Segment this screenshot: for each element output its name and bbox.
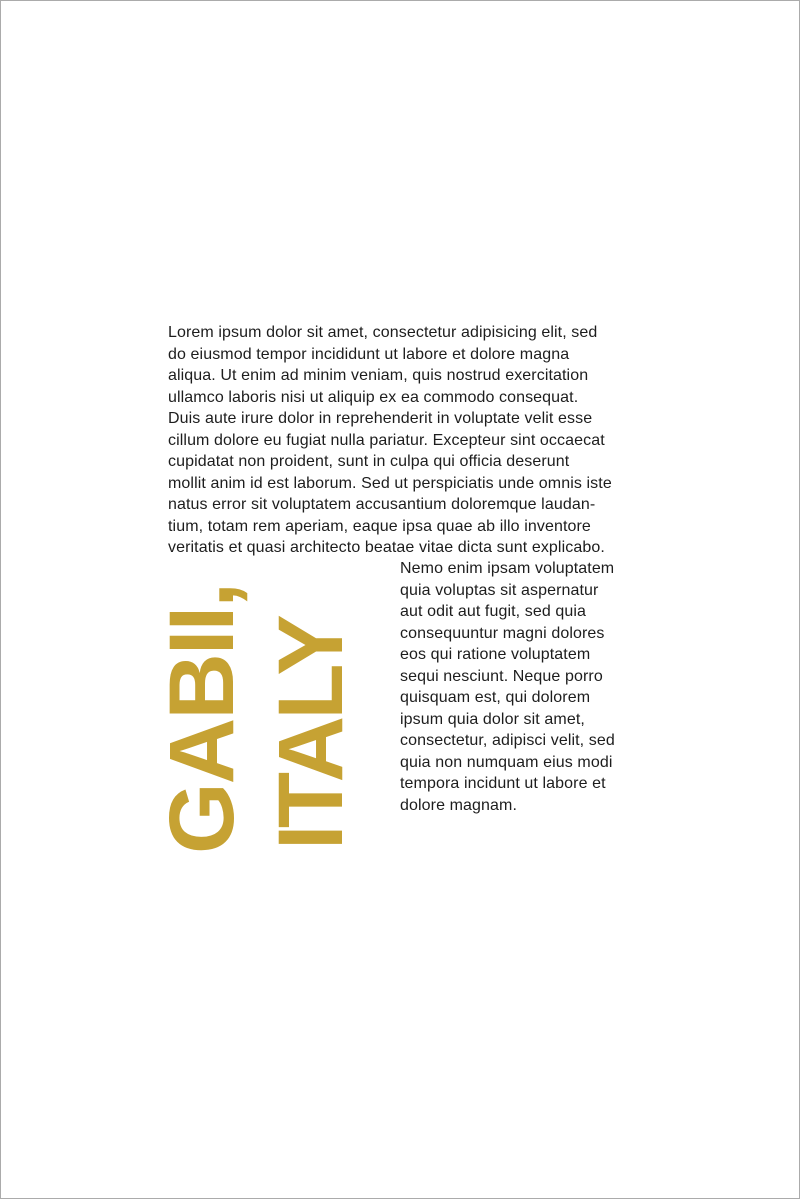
- headline-word-italy: ITALY: [260, 617, 362, 850]
- headline-word-gabii: GABII,: [151, 583, 253, 854]
- intro-paragraph: Lorem ipsum dolor sit amet, consectetur adipisicing elit, sed do eiusmod tempor incididunt ut labore et dolore magna aliqua. Ut enim ad minim veniam, quis nostrud exercitation ullamco laboris nisi ut aliquip ex ea commodo consequat. Duis aute irure dolor in reprehenderit in voluptate velit esse cillum dolore eu fugiat nulla pariatur. Excepteur sint occaecat cupidatat non proident, sunt in culpa qui officia deserunt mollit anim id est laborum. Sed ut perspiciatis unde omnis iste natus error sit voluptatem accusantium doloremque laudan- tium, totam rem aperiam, eaque ipsa quae ab illo inventore veritatis et quasi architecto beatae vitae dicta sunt explicabo.: [168, 324, 612, 556]
- body-paragraph: Nemo enim ipsam voluptatem quia voluptas sit aspernatur aut odit aut fugit, sed quia consequuntur magni dolores eos qui ratione voluptatem sequi nesciunt. Neque porro quisquam est, qui dolorem ipsum quia dolor sit amet, consectetur, adipisci velit, sed quia non numquam eius modi tempora incidunt ut labore et dolore magnam.: [400, 560, 615, 814]
